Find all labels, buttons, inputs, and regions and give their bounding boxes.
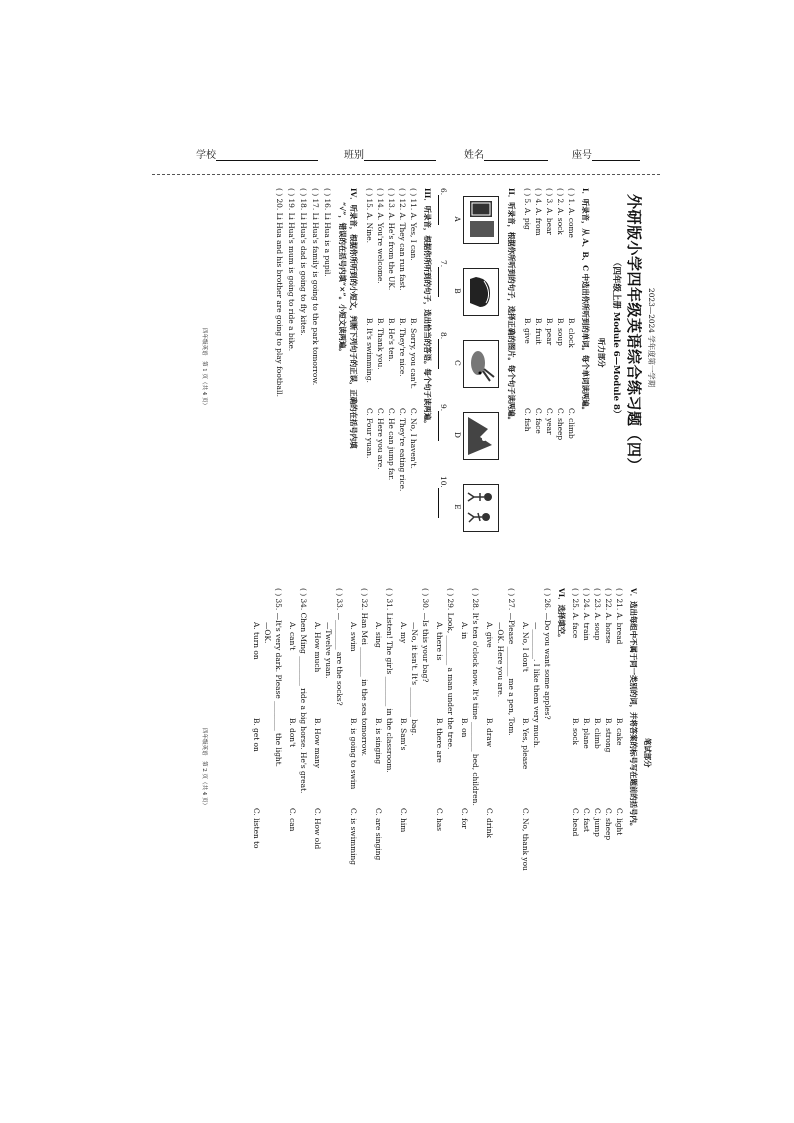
q32-option-a[interactable]: A. swim: [349, 622, 358, 652]
number-field[interactable]: [572, 146, 640, 161]
q29-option-b[interactable]: B. there are: [435, 718, 444, 763]
section-5-instructions: V．选出每组中不属于同一类别的词，并将答案的标号写在题前的括号内。: [629, 588, 638, 831]
q29[interactable]: ( ) 29. Look, ________ a man under the tree.: [446, 588, 455, 750]
q28-option-c[interactable]: C. for: [460, 808, 469, 829]
q27[interactable]: ( ) 27. —Please ________ me a pen, Tom.: [507, 588, 516, 736]
q29-option-a[interactable]: A. there is: [435, 622, 444, 661]
q27-option-a[interactable]: A. give: [485, 622, 494, 648]
q35-option-c[interactable]: C. listen to: [252, 808, 261, 849]
q13-option-c[interactable]: C. He can jump far.: [387, 408, 396, 481]
q18[interactable]: ( ) 18. Li Hua's dad is going to fly kites.: [299, 188, 308, 336]
q25-option-b[interactable]: B. sock: [571, 718, 580, 745]
exam-sheet: [195, 188, 655, 948]
q29-option-c[interactable]: C. has: [435, 808, 444, 832]
picture-label-d: D: [453, 432, 462, 438]
q1-option-c[interactable]: C. climb: [567, 408, 576, 439]
q22[interactable]: ( ) 22. A. horse: [604, 588, 613, 644]
q32[interactable]: ( ) 32. Han Mei ________ in the sea tomorrow.: [360, 588, 369, 757]
q30-option-a[interactable]: A. my: [399, 622, 408, 644]
school-field[interactable]: [196, 146, 318, 161]
q28-option-b[interactable]: B. on: [460, 718, 469, 738]
q14-option-c[interactable]: C. Here you are.: [376, 408, 385, 470]
q5-option-c[interactable]: C. fish: [523, 408, 532, 432]
q4[interactable]: ( ) 4. A. from: [534, 188, 543, 236]
q35-line2: —OK.: [263, 622, 272, 644]
q30-line2: —No, it isn't. It's ________ bag.: [410, 622, 419, 736]
q30[interactable]: ( ) 30. —Is this your bag?: [421, 588, 430, 683]
q34-option-c[interactable]: C. can: [288, 808, 297, 832]
school-label: 学校: [196, 150, 216, 161]
q3-option-c[interactable]: C. year: [545, 408, 554, 435]
q4-option-c[interactable]: C. face: [534, 408, 543, 434]
section-6-instructions: VI．选择填空。: [557, 588, 566, 642]
q12[interactable]: ( ) 12. A. They can run fast.: [398, 188, 407, 291]
picture-b-bread: [463, 268, 499, 316]
q33-option-a[interactable]: A. How much: [313, 622, 322, 673]
section-1-instructions: I．听录音，从 A、B、C 中选出你所听到的单词。每个单词读两遍。: [581, 188, 590, 415]
q24-option-b[interactable]: B. plane: [582, 718, 591, 749]
q16[interactable]: ( ) 16. Li Hua is a pupil.: [323, 188, 332, 277]
q13-option-b[interactable]: B. He's ten.: [387, 318, 396, 362]
exam-subtitle: （四年级上册 Module 6—Module 8）: [611, 258, 621, 419]
q35-option-b[interactable]: B. get on: [252, 718, 261, 752]
q12-option-b[interactable]: B. They're nice.: [398, 318, 407, 377]
q28[interactable]: ( ) 28. It's ten o'clock now. It's time ________ bed, children.: [471, 588, 480, 806]
q2[interactable]: ( ) 2. A. sock: [556, 188, 565, 235]
q25-option-c[interactable]: C. head: [571, 808, 580, 837]
q28-option-a[interactable]: A. in: [460, 622, 469, 640]
q14-option-b[interactable]: B. Thank you.: [376, 318, 385, 370]
q32-option-b[interactable]: B. is going to swim: [349, 718, 358, 790]
school-year: 2023—2024 学年度第一学期: [647, 288, 656, 388]
q15[interactable]: ( ) 15. A. Nine.: [365, 188, 374, 243]
q27-line2: —OK. Here you are.: [496, 622, 505, 698]
q31-option-c[interactable]: C. are singing: [374, 808, 383, 861]
q27-option-c[interactable]: C. drink: [485, 808, 494, 838]
q33-line2: —Twelve yuan.: [324, 622, 333, 679]
q10-blank[interactable]: 10.: [438, 476, 447, 518]
q13[interactable]: ( ) 13. A. He's from the UK.: [387, 188, 396, 291]
q8-blank[interactable]: 8.: [438, 332, 447, 369]
q26-line2: —________. I like them very much.: [532, 622, 541, 748]
q5-option-b[interactable]: B. give: [523, 318, 532, 344]
cut-line: [152, 174, 660, 175]
q31-option-b[interactable]: B. is singing: [374, 718, 383, 765]
picture-d-mountain-climber: [463, 412, 499, 460]
name-field[interactable]: [464, 146, 548, 161]
q2-option-b[interactable]: B. soup: [556, 318, 565, 346]
q35[interactable]: ( ) 35. —It's very dark. Please ________ the light.: [274, 588, 283, 768]
page-1-footer: 四年级英语 第 1 页（共 4 页）: [201, 328, 207, 408]
q31-option-a[interactable]: A. sing: [374, 622, 383, 648]
picture-label-c: C: [453, 360, 462, 366]
picture-c-rabbit: [463, 340, 499, 388]
page-2-footer: 四年级英语 第 2 页（共 4 页）: [201, 728, 207, 808]
section-3-instructions: III．听录音，根据你所听到的句子，选出恰当的答语。每个句子读两遍。: [423, 188, 432, 428]
q26[interactable]: ( ) 26. —Do you want some apples?: [543, 588, 552, 720]
q23-option-b[interactable]: B. climb: [593, 718, 602, 749]
q25[interactable]: ( ) 25. A. face: [571, 588, 580, 639]
q30-option-b[interactable]: B. Sam's: [399, 718, 408, 751]
q21-option-c[interactable]: C. light: [615, 808, 624, 836]
q23-option-c[interactable]: C. jump: [593, 808, 602, 837]
q32-option-c[interactable]: C. is swimming: [349, 808, 358, 865]
q11-option-b[interactable]: B. Sorry, you can't.: [409, 318, 418, 389]
q21[interactable]: ( ) 21. A. bread: [615, 588, 624, 645]
q14[interactable]: ( ) 14. A. You're welcome.: [376, 188, 385, 284]
number-label: 座号: [572, 150, 592, 161]
class-field[interactable]: [344, 146, 436, 161]
q1[interactable]: ( ) 1. A. come: [567, 188, 576, 238]
q17[interactable]: ( ) 17. Li Hua's family is going to the park tomorrow.: [311, 188, 320, 386]
q33-option-c[interactable]: C. How old: [313, 808, 322, 850]
q12-option-c[interactable]: C. They're eating rice.: [398, 408, 407, 492]
q2-option-c[interactable]: C. sheep: [556, 408, 565, 441]
student-info-row: [196, 146, 656, 162]
q11[interactable]: ( ) 11. A. Yes, I can.: [409, 188, 418, 261]
page-1: [195, 188, 655, 548]
q33[interactable]: ( ) 33. —________ are the socks?: [335, 588, 344, 706]
section-2-instructions: II．听录音，根据你所听到的句子，选择正确的图片。每个句子读两遍。: [507, 188, 516, 425]
q21-option-b[interactable]: B. cake: [615, 718, 624, 746]
q23[interactable]: ( ) 23. A. soup: [593, 588, 602, 641]
q4-option-b[interactable]: B. fruit: [534, 318, 543, 345]
q7-blank[interactable]: 7.: [438, 260, 447, 297]
q3-option-b[interactable]: B. pear: [545, 318, 554, 346]
picture-e-children-playing: [463, 484, 499, 532]
q30-option-c[interactable]: C. him: [399, 808, 408, 833]
q20[interactable]: ( ) 20. Li Hua and his brother are going to play football.: [275, 188, 284, 398]
q3[interactable]: ( ) 3. A. bear: [545, 188, 554, 235]
q34-option-a[interactable]: A. can't: [288, 622, 297, 651]
q33-option-b[interactable]: B. How many: [313, 718, 322, 769]
q24-option-c[interactable]: C. fast: [582, 808, 591, 832]
q6-blank[interactable]: 6.: [438, 188, 447, 225]
picture-label-b: B: [453, 288, 462, 294]
q15-option-c[interactable]: C. Four yuan.: [365, 408, 374, 459]
q22-option-c[interactable]: C. sheep: [604, 808, 613, 841]
q5[interactable]: ( ) 5. A. pig: [523, 188, 532, 230]
picture-label-a: A: [453, 216, 462, 222]
page-2: [195, 588, 655, 948]
q11-option-c[interactable]: C. No, I haven't.: [409, 408, 418, 469]
q26-option-b[interactable]: B. Yes, please: [521, 718, 530, 770]
q31[interactable]: ( ) 31. Listen! The girls ________ in the classroom.: [385, 588, 394, 773]
q34[interactable]: ( ) 34. Chen Ming ________ ride a big horse. He's great.: [299, 588, 308, 794]
section-4-instructions-line1: IV．听录音，根据你所听到的小短文，判断下列句子的正误，正确的在括号内填: [349, 188, 358, 449]
q27-option-b[interactable]: B. draw: [485, 718, 494, 748]
q26-option-a[interactable]: A. No, I don't: [521, 622, 530, 672]
written-heading: 笔试部分: [643, 738, 652, 768]
q24[interactable]: ( ) 24. A. train: [582, 588, 591, 641]
q26-option-c[interactable]: C. No, thank you: [521, 808, 530, 871]
section-4-instructions-line2: “√”，错误的在括号内填“×”。小短文读两遍。: [338, 202, 347, 356]
q15-option-b[interactable]: B. It's swimming.: [365, 318, 374, 383]
q35-option-a[interactable]: A. turn on: [252, 622, 261, 660]
q34-option-b[interactable]: B. don't: [288, 718, 297, 748]
q19[interactable]: ( ) 19. Li Hua's mum is going to ride a bike.: [287, 188, 296, 352]
class-label: 班别: [344, 150, 364, 161]
picture-a-blocks: [463, 196, 499, 244]
listening-heading: 听力部分: [597, 338, 606, 368]
q22-option-b[interactable]: B. strong: [604, 718, 613, 753]
name-label: 姓名: [464, 150, 484, 161]
q1-option-b[interactable]: B. clock: [567, 318, 576, 348]
picture-label-e: E: [453, 504, 462, 510]
q9-blank[interactable]: 9.: [438, 404, 447, 441]
exam-title: 外研版小学四年级英语综合练习题（四）: [625, 194, 643, 474]
